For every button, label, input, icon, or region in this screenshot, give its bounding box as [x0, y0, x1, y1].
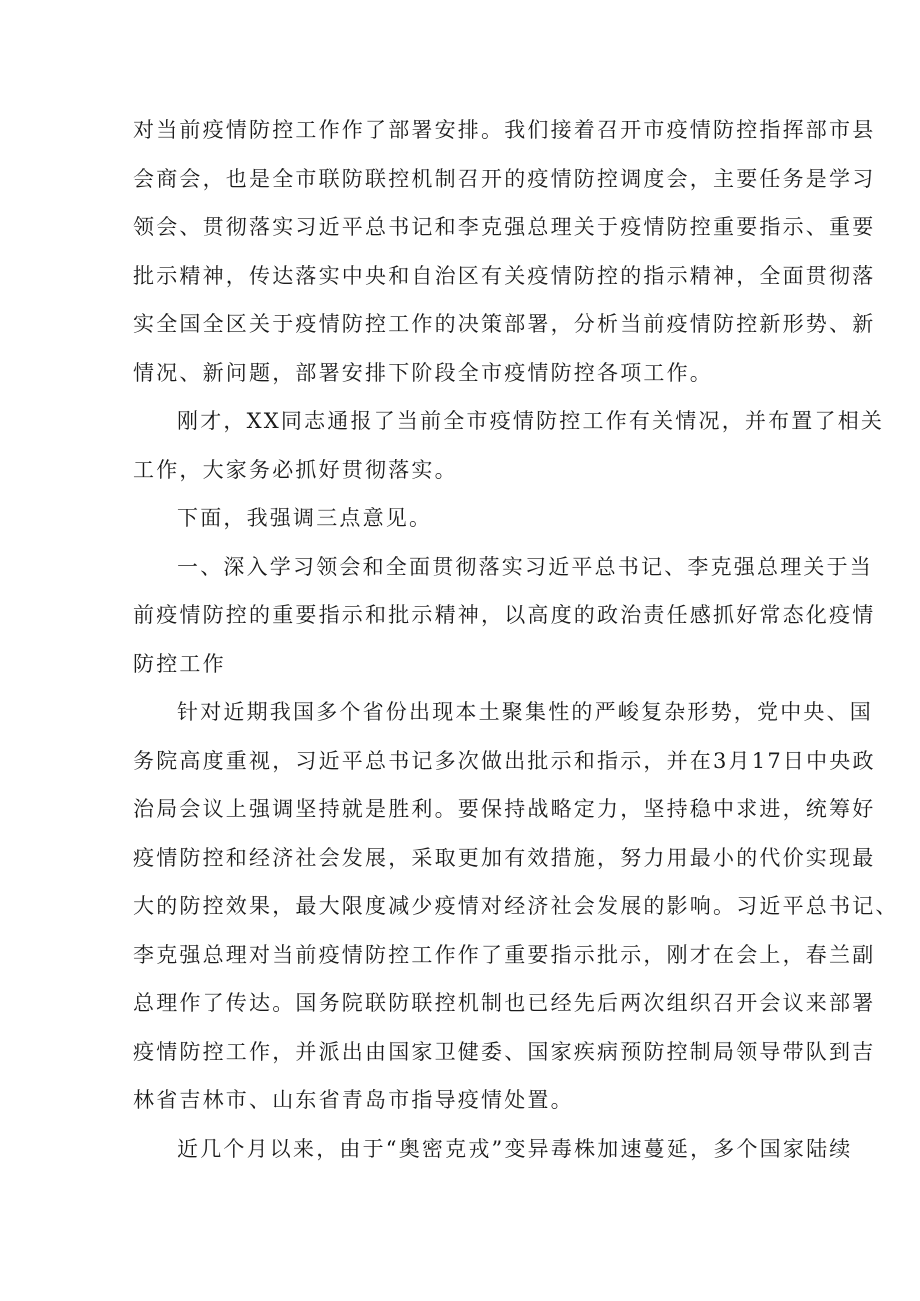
text-line: 领会、贯彻落实习近平总书记和李克强总理关于疫情防控重要指示、重要: [133, 215, 876, 239]
paragraph-2: [133, 397, 885, 494]
paragraph-3: [133, 494, 793, 543]
paragraph-4: [133, 688, 899, 1125]
text-line: 实全国全区关于疫情防控工作的决策部署，分析当前疫情防控新形势、新: [133, 312, 876, 336]
text-line: 情况、新问题，部署安排下阶段全市疫情防控各项工作。: [133, 360, 713, 385]
text-line: 林省吉林市、山东省青岛市指导疫情处置。: [133, 1088, 574, 1112]
text-line: 疫情防控和经济社会发展，采取更加有效措施，努力用最小的代价实现最: [133, 845, 876, 870]
paragraph-1: [133, 106, 876, 397]
text-line: 治局会议上强调坚持就是胜利。要保持战略定力，坚持稳中求进，统筹好: [133, 797, 876, 821]
paragraph-5: [133, 1125, 853, 1174]
document-body: [133, 106, 899, 1173]
text-line: 会商会，也是全市联防联控机制召开的疫情防控调度会，主要任务是学习: [133, 166, 876, 191]
text-line: 务院高度重视，习近平总书记多次做出批示和指示，并在3月17日中央政: [133, 748, 876, 773]
text-line: 防控工作: [133, 651, 226, 676]
text-line: 工作，大家务必抓好贯彻落实。: [133, 457, 458, 482]
text-line: 疫情防控工作，并派出由国家卫健委、国家疾病预防控制局领导带队到吉: [133, 1039, 876, 1064]
text-line: 下面，我强调三点意见。: [177, 506, 433, 530]
text-line: 批示精神，传达落实中央和自治区有关疫情防控的指示精神，全面贯彻落: [133, 263, 876, 288]
text-line: 一、深入学习领会和全面贯彻落实习近平总书记、李克强总理关于当: [177, 554, 873, 579]
section-heading-1: [133, 543, 876, 689]
text-line: 前疫情防控的重要指示和批示精神，以高度的政治责任感抓好常态化疫情: [133, 603, 876, 627]
text-line: 总理作了传达。国务院联防联控机制也已经先后两次组织召开会议来部署: [133, 991, 876, 1015]
text-line: 大的防控效果，最大限度减少疫情对经济社会发展的影响。习近平总书记、: [133, 894, 899, 918]
text-line: 针对近期我国多个省份出现本土聚集性的严峻复杂形势，党中央、国: [177, 700, 873, 724]
text-line: 刚才，XX同志通报了当前全市疫情防控工作有关情况，并布置了相关: [177, 409, 885, 433]
text-line: 对当前疫情防控工作作了部署安排。我们接着召开市疫情防控指挥部市县: [133, 118, 876, 142]
text-line: 李克强总理对当前疫情防控工作作了重要指示批示，刚才在会上，春兰副: [133, 942, 876, 967]
text-line: 近几个月以来，由于“奥密克戎”变异毒株加速蔓延，多个国家陆续: [177, 1136, 853, 1161]
